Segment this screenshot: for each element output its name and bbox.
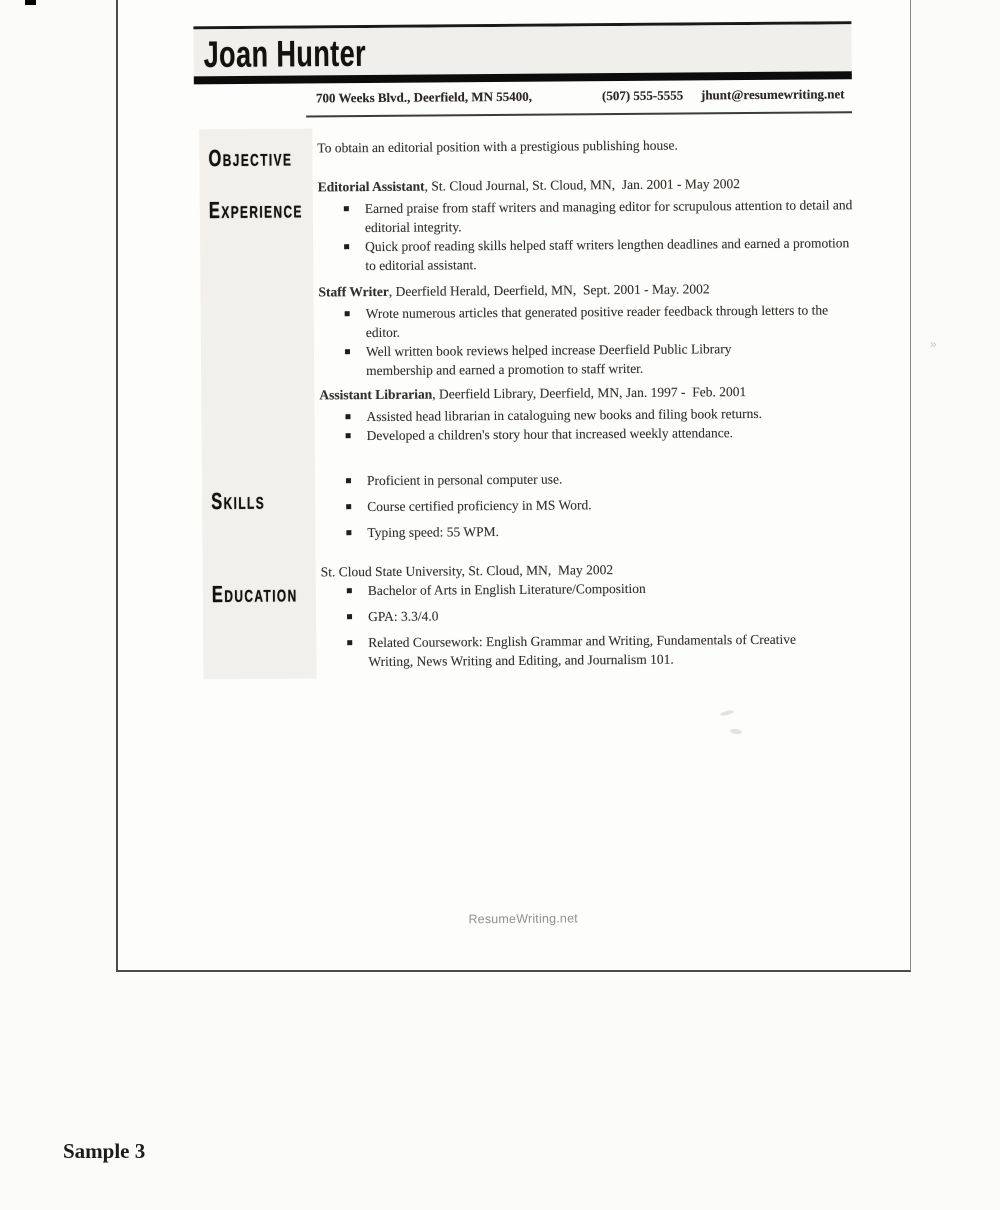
contact-phone: (507) 555-5555 [601,87,684,104]
resume-page-content [114,0,914,970]
job-title: Assistant Librarian [319,386,433,403]
bullet-item [346,422,872,445]
bullet-square-icon [347,640,352,645]
experience-job-2 [318,278,871,380]
bullet-item [344,195,870,237]
bullet-text: Proficient in personal computer use. [366,471,563,489]
contact-divider-rule [306,111,852,117]
bullet-item [345,338,871,380]
bullet-text: Earned praise from staff writers and managing editor for scrupulous attention to detail and editorial integrity. [364,197,853,236]
bullet-square-icon [345,414,350,419]
job-details: , St. Cloud Journal, St. Cloud, MN, Jan. 2001 - May 2002 [424,176,741,194]
section-label-experience: EXPERIENCE [208,197,303,224]
sample-caption: Sample 3 [63,1139,146,1163]
bullet-text: Related Coursework: English Grammar and Writing, Fundamentals of Creative Writing, News Writing and Editing, and Journalism 101. [368,631,797,670]
bullet-text: Bachelor of Arts in English Literature/Composition [367,580,646,599]
bullet-text: Typing speed: 55 WPM. [367,524,499,541]
bullet-square-icon [346,530,351,535]
resume-name: Joan Hunter [203,32,367,75]
bullet-item [347,603,873,626]
experience-job-3 [319,381,871,445]
education-school-line: St. Cloud State University, St. Cloud, MN, May 2002 [320,562,614,580]
bullet-item [346,467,872,490]
bullet-text: Well written book reviews helped increase Deerfield Public Library membership and earned a promotion to staff writer. [365,341,732,379]
bullet-item [345,300,871,342]
bullet-square-icon [347,614,352,619]
bullet-square-icon [346,433,351,438]
bullet-item [346,519,872,542]
bullet-item [347,577,873,600]
contact-email: jhunt@resumewriting.net [700,86,845,103]
bullet-item [347,629,873,671]
header-band [193,24,851,76]
page-footer-watermark: ResumeWriting.net [468,911,578,927]
bullet-square-icon [346,504,351,509]
bullet-item [346,493,872,516]
bullet-square-icon [344,206,349,211]
bullet-square-icon [345,311,350,316]
scan-artifact-margin-mark: » [930,337,937,351]
bullet-square-icon [344,244,349,249]
contact-address: 700 Weeks Blvd., Deerfield, MN 55400, [315,88,533,106]
bullet-item [344,233,870,275]
bullet-text: Assisted head librarian in cataloguing new books and filing book returns. [366,405,763,425]
bullet-text: Developed a children's story hour that increased weekly attendance. [366,425,734,444]
job-title: Editorial Assistant [317,178,425,195]
section-label-skills: SKILLS [211,488,266,515]
job-heading [318,278,870,301]
bullet-text: Quick proof reading skills helped staff writers lengthen deadlines and earned a promotion to editorial assistant. [365,235,850,274]
bullet-square-icon [346,478,351,483]
bullet-square-icon [345,349,350,354]
resume-page [116,0,911,972]
job-heading [319,381,871,404]
skills-list [320,467,873,542]
objective-text: To obtain an editorial position with a prestigious publishing house. [317,137,678,156]
scan-artifact-top-dash [25,0,36,5]
experience-job-1 [318,173,871,275]
job-title: Staff Writer [318,283,389,300]
section-label-objective: OBJECTIVE [208,145,293,172]
bullet-square-icon [347,588,352,593]
bullet-text: Course certified proficiency in MS Word. [367,497,592,515]
education-block [321,558,874,671]
job-heading [318,173,870,196]
bullet-text: Wrote numerous articles that generated positive reader feedback through letters to the editor. [365,302,829,341]
job-details: , Deerfield Library, Deerfield, MN, Jan. 1997 - Feb. 2001 [432,384,747,402]
bullet-text: GPA: 3.3/4.0 [367,608,439,625]
section-label-education: EDUCATION [211,581,298,608]
job-details: , Deerfield Herald, Deerfield, MN, Sept. 2001 - May. 2002 [388,281,710,299]
